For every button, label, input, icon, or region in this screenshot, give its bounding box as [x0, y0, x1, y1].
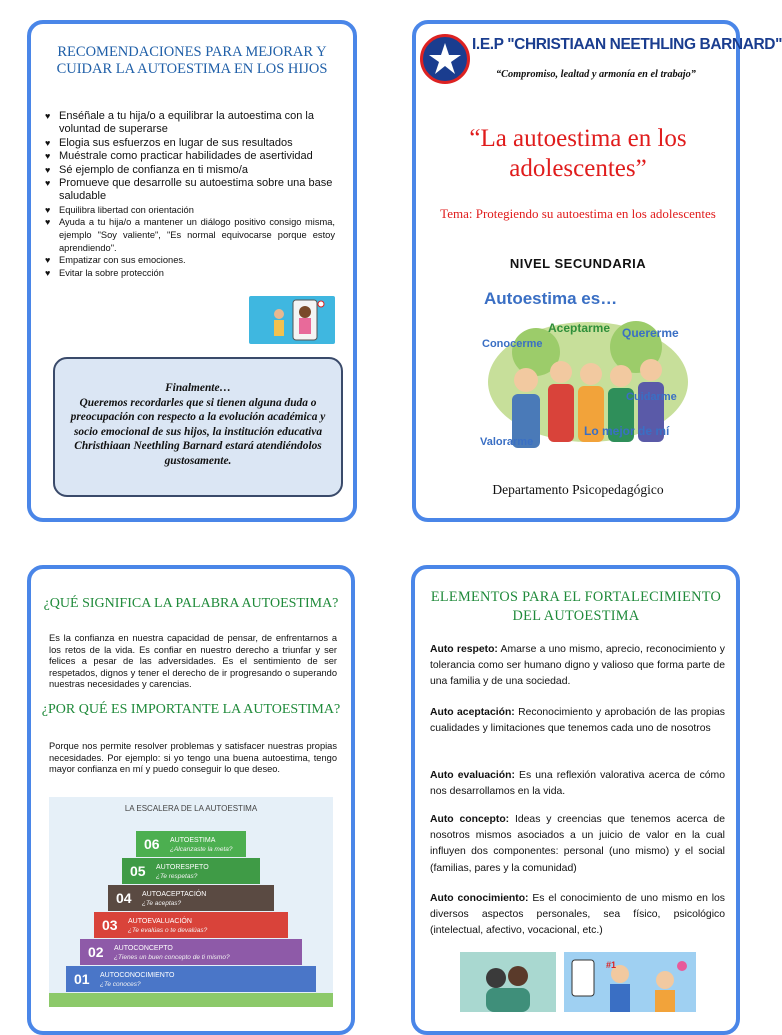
step-number: 02 [88, 944, 104, 960]
element-text: Amarse a uno mismo, aprecio, reconocimiento y tolerancia como ser humano digno y valioso que forma parte de una familia y de una sociedad. [430, 644, 725, 688]
step-name: AUTOESTIMA [170, 837, 216, 844]
closing-text: Queremos recordarles que si tienen alguna duda o preocupación con respecto a la evolución académica y socio emocional de sus hijos, la institución educativa Christhiaan Neethling Barnard estará atendiéndolos gustosamente. [70, 396, 326, 467]
step-question: ¿Te evalúas o te devalúas? [128, 927, 208, 934]
heart-bullet-icon: ♥ [45, 151, 51, 162]
recommendations-panel [27, 20, 357, 522]
step-name: AUTOACEPTACIÓN [142, 891, 207, 898]
importance-heading: ¿POR QUÉ ES IMPORTANTE LA AUTOESTIMA? [41, 702, 341, 717]
heart-bullet-icon: ♥ [45, 137, 51, 148]
staircase-step [108, 885, 274, 911]
element-text: Es una reflexión valorativa acerca de cómo nos desarrollamos en la vida. [430, 770, 725, 798]
illustration-word: Valorarme [480, 436, 534, 448]
element-text: Reconocimiento y aprobación de las propias cualidades y limitaciones que tenemos cada uno de nosotros [430, 707, 725, 735]
department-label: Departamento Psicopedagógico [492, 482, 664, 497]
cover-panel [412, 20, 782, 522]
step-name: AUTOCONOCIMIENTO [100, 972, 175, 979]
level-label: NIVEL SECUNDARIA [509, 256, 647, 271]
closing-note [53, 357, 343, 497]
list-item: ♥ Equilibra libertad con orientación [45, 204, 194, 215]
step-number: 04 [116, 890, 132, 906]
heart-bullet-icon: ♥ [45, 111, 51, 121]
step-name: AUTORESPETO [156, 864, 209, 871]
element-term: Auto conocimiento: [430, 893, 529, 904]
step-number: 03 [102, 917, 118, 933]
illustration-word: Lo mejor de mí [584, 424, 670, 438]
closing-heading: Finalmente… [165, 382, 231, 394]
element-item [430, 812, 725, 877]
element-item [430, 768, 725, 800]
element-item [430, 705, 725, 737]
meaning-panel [27, 565, 355, 1035]
friends-illustration [460, 952, 696, 1012]
recommendations-list [45, 110, 335, 279]
step-number: 05 [130, 863, 146, 879]
heart-bullet-icon: ♥ [45, 217, 51, 228]
meaning-text: Es la confianza en nuestra capacidad de pensar, de enfrentarnos a los retos de la vida. Es confiar en nuestro derecho a triunfar y ser felices a pesar de las adversidades. Es el sentimiento de ser respetados, dignos y tener el derecho de ir progresando o superando nuestras necesidades y carencias. [49, 633, 337, 690]
heart-bullet-icon: ♥ [45, 204, 51, 215]
list-item: ♥ Elogia sus esfuerzos en lugar de sus resultados [45, 136, 293, 149]
list-item: ♥ Promueve que desarrolle su autoestima sobre una base saludable [45, 177, 333, 203]
meaning-heading: ¿QUÉ SIGNIFICA LA PALABRA AUTOESTIMA? [43, 596, 339, 611]
elements-title: ELEMENTOS PARA EL FORTALECIMIENTO DEL AUTOESTIMA [430, 589, 722, 624]
list-item: ♥ Ayuda a tu hija/o a mantener un diálogo positivo consigo misma, ejemplo "Soy valiente", "Es normal equivocarse porque estoy aprendiendo". [45, 217, 335, 253]
step-name: AUTOEVALUACIÓN [128, 918, 192, 925]
list-item: ♥ Evitar la sobre protección [45, 267, 164, 278]
illustration-word: Quererme [622, 326, 679, 340]
element-term: Auto aceptación: [430, 707, 515, 718]
step-name: AUTOCONCEPTO [114, 945, 173, 952]
number-one-badge: #1 [606, 960, 617, 970]
list-item: ♥ Empatizar con sus emociones. [45, 255, 186, 266]
recommendations-title: RECOMENDACIONES PARA MEJORAR Y CUIDAR LA AUTOESTIMA EN LOS HIJOS [56, 44, 328, 77]
school-motto: “Compromiso, lealtad y armonía en el trabajo” [496, 69, 696, 80]
importance-text: Porque nos permite resolver problemas y satisfacer nuestras propias necesidades. Por ejemplo: si yo tengo una buena autoestima, tengo mayor confianza en mí y puedo conseguir lo que deseo. [49, 741, 337, 775]
list-item: ♥ Muéstrale como practicar habilidades de asertividad [45, 150, 313, 163]
step-number: 01 [74, 971, 90, 987]
elements-panel [411, 565, 740, 1035]
element-text: Ideas y creencias que tenemos acerca de nosotros mismos asociados a un juicio de valor en la cual influyen dos componentes: personal (uno mismo) y el social (familias, pares y la comunidad) [430, 814, 725, 874]
step-question: ¿Te respetas? [156, 873, 198, 880]
staircase-step [80, 939, 302, 965]
element-text: Es el conocimiento de uno mismo en los diversos aspectos personales, sea físico, psicológico (intelectual, afectivo, vocacional, etc.) [430, 893, 725, 937]
page-title: “La autoestima en los adolescentes” [469, 125, 687, 182]
illustration-heading: Autoestima es… [484, 289, 618, 308]
self-esteem-staircase [49, 797, 333, 1007]
element-term: Auto concepto: [430, 814, 510, 825]
illustration-word: Aceptarme [548, 321, 611, 335]
list-item: ♥ Enséñale a tu hija/o a equilibrar la autoestima con la voluntad de superarse [45, 110, 314, 136]
step-question: ¿Tienes un buen concepto de ti mismo? [114, 954, 230, 961]
element-term: Auto evaluación: [430, 770, 515, 781]
illustration-word: Cuidarme [626, 391, 677, 403]
staircase-step [66, 966, 316, 992]
staircase-title: LA ESCALERA DE LA AUTOESTIMA [124, 804, 258, 813]
teens-illustration [476, 282, 690, 458]
step-question: ¿Alcanzaste la meta? [170, 846, 233, 853]
theme-subtitle: Tema: Protegiendo su autoestima en los adolescentes [440, 206, 716, 221]
staircase-step [94, 912, 288, 938]
step-question: ¿Te aceptas? [142, 900, 182, 907]
heart-bullet-icon: ♥ [45, 267, 51, 278]
illustration-word: Conocerme [482, 338, 543, 350]
heart-bullet-icon: ♥ [45, 255, 51, 266]
heart-bullet-icon: ♥ [45, 164, 51, 175]
step-question: ¿Te conoces? [100, 981, 141, 988]
heart-bullet-icon: ♥ [45, 178, 51, 189]
element-item [430, 642, 725, 691]
step-number: 06 [144, 836, 160, 852]
element-term: Auto respeto: [430, 644, 498, 655]
list-item: ♥ Sé ejemplo de confianza en ti mismo/a [45, 163, 248, 176]
school-logo [420, 34, 470, 84]
element-item [430, 891, 725, 940]
school-name: I.E.P "CHRISTIAAN NEETHLING BARNARD" [472, 36, 782, 53]
parent-child-clipart [249, 296, 335, 344]
